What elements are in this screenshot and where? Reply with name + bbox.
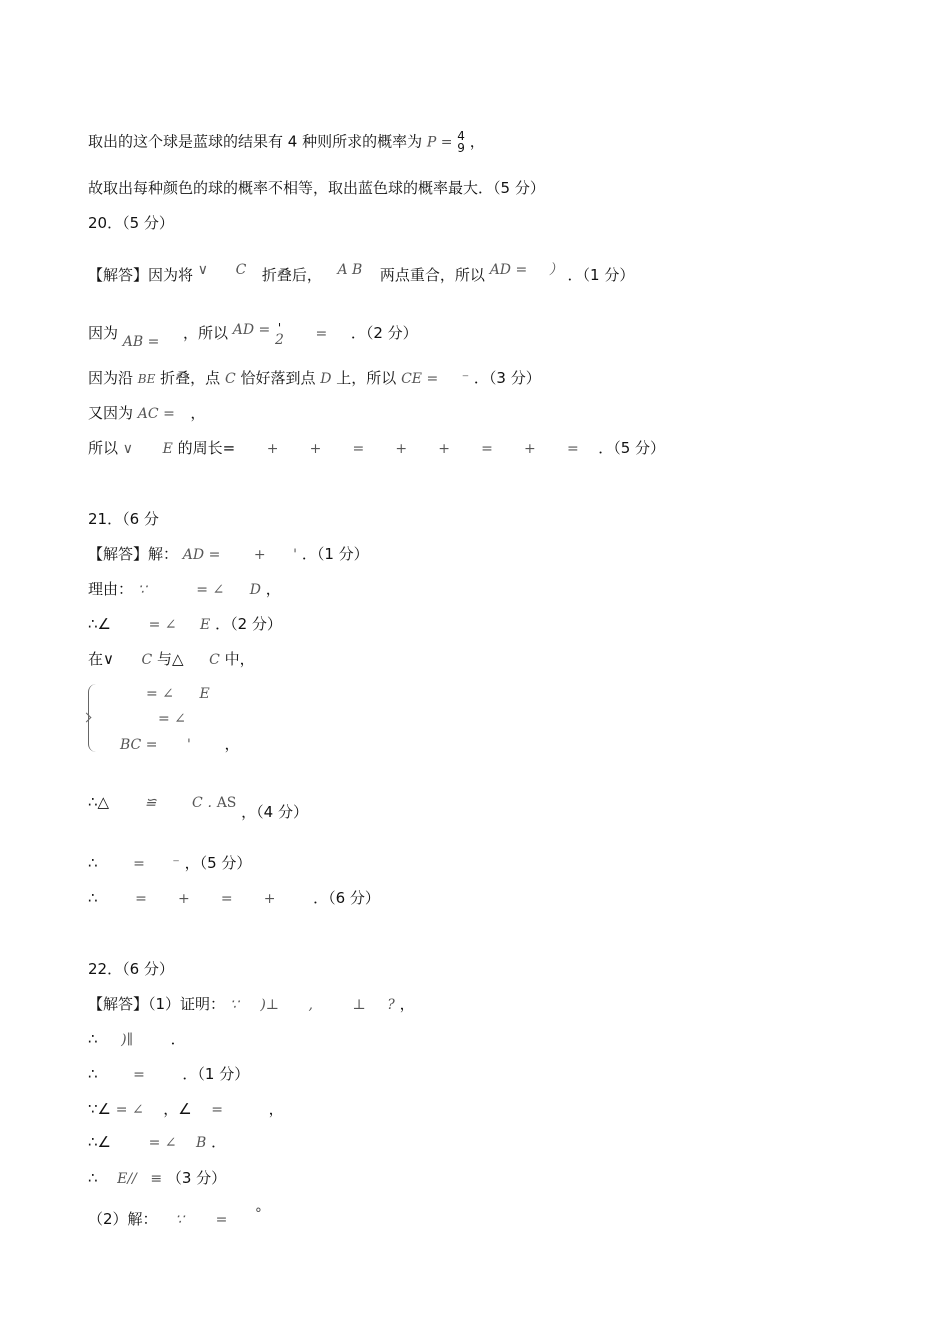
q22-line-6: ∴ E// ≡ （3 分） bbox=[88, 1169, 227, 1187]
question-20-heading: 20．（5 分） bbox=[88, 214, 174, 232]
q20-line-4: 又因为 AC = ， bbox=[88, 404, 206, 422]
q20-line-5: 所以 ∨ E 的周长= + + = + + = + = ．（5 分） bbox=[88, 439, 666, 457]
q20-line-3: 因为沿 BE 折叠，点 C 恰好落到点 D 上，所以 CE = ⁻ ．（3 分） bbox=[88, 369, 541, 387]
q20-line-1: 【解答】因为将 ∨ C 折叠后， A B 两点重合，所以 AD = ） ．（1 分） bbox=[88, 262, 635, 284]
line-probability-result: 取出的这个球是蓝球的结果有 4 种则所求的概率为 P = 4 9 ， bbox=[88, 129, 485, 155]
system-row-2: = ∠ bbox=[158, 711, 186, 727]
q21-line-6: ∴ = + = + ．（6 分） bbox=[88, 889, 380, 907]
line-probability-conclusion: 故取出每种颜色的球的概率不相等，取出蓝色球的概率最大．（5 分） bbox=[88, 179, 545, 197]
q21-line-2: 理由： ∵ = ∠ D ， bbox=[88, 580, 281, 598]
system-row-1: = ∠ E bbox=[146, 686, 210, 702]
q21-line-4: 在∨ C 与△ C 中， bbox=[88, 650, 255, 668]
math-p: P = bbox=[426, 134, 453, 151]
q22-line-1: 【解答】（1）证明： ∵ )⊥ , ⊥ ? ， bbox=[88, 995, 415, 1013]
q22-line-7: （2）解： ∵ = ° bbox=[88, 1206, 262, 1228]
fraction-4-9: 4 9 bbox=[457, 129, 465, 155]
q21-line-3: ∴∠ = ∠ E ．（2 分） bbox=[88, 615, 282, 633]
q22-line-5: ∴∠ = ∠ B ． bbox=[88, 1133, 227, 1151]
equation-system-brace bbox=[88, 684, 99, 752]
q20-line-2: 因为 AB = ，所以 AD = ' 2 = ．（2 分） bbox=[88, 320, 418, 350]
question-22-heading: 22．（6 分） bbox=[88, 960, 174, 978]
q21-congruence: ∴△ ≌ C . AS ，（4 分） bbox=[88, 793, 308, 821]
fraction-half: ' 2 bbox=[275, 320, 284, 348]
system-row-3: BC = ' ， bbox=[120, 735, 240, 753]
q22-line-4: ∵∠ = ∠ ，∠ = ， bbox=[88, 1100, 284, 1118]
q22-line-2: ∴ )∥ ． bbox=[88, 1030, 186, 1048]
q21-line-1: 【解答】解： AD = + ' ．（1 分） bbox=[88, 545, 369, 563]
q22-line-3: ∴ = ．（1 分） bbox=[88, 1065, 250, 1083]
q21-line-5: ∴ = ⁻ ，（5 分） bbox=[88, 854, 252, 872]
question-21-heading: 21．（6 分 bbox=[88, 510, 159, 528]
